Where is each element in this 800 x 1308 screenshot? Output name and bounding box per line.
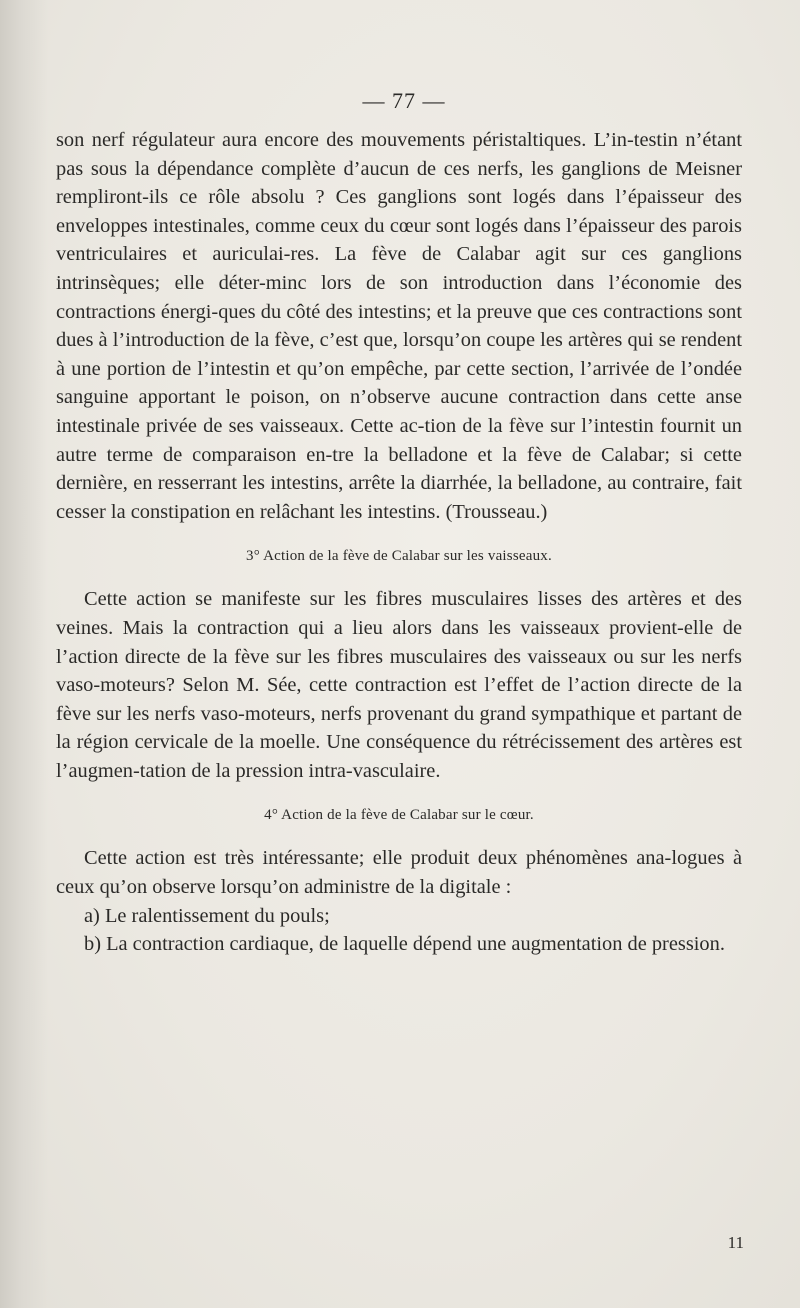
list-item-pulse: a) Le ralentissement du pouls;	[84, 904, 330, 927]
section-heading-vessels: 3° Action de la fève de Calabar sur les vaisseaux.	[246, 548, 552, 565]
binding-shadow	[0, 0, 48, 1308]
paragraph-vessels: Cette action se manifeste sur les fibres musculaires lisses des artères et des veines. Mais la contraction qui a lieu alors dans les vaisseaux provient-elle de l’action directe de la fève sur les fibres musculaires des vaisseaux ou sur les nerfs vaso-moteurs? Selon M. Sée, cette contraction est l’effet de l’action directe de la fève sur les nerfs vaso-moteurs, nerfs provenant du grand sympathique et partant de la région cervicale de la moelle. Une conséquence du rétrécissement des artères est l’augmen-tation de la pression intra-vasculaire.	[56, 588, 742, 782]
signature-mark: 11	[727, 1233, 744, 1252]
document-body	[56, 88, 742, 959]
section-heading-heart: 4° Action de la fève de Calabar sur le cœur.	[264, 807, 534, 824]
paragraph-intestine: son nerf régulateur aura encore des mouvements péristaltiques. L’in-testin n’étant pas sous la dépendance complète d’aucun de ces nerfs, les ganglions de Meisner rempliront-ils ce rôle absolu ? Ces ganglions sont logés dans l’épaisseur des enveloppes intestinales, comme ceux du cœur sont logés dans l’épaisseur des parois ventriculaires et auriculai-res. La fève de Calabar agit sur ces ganglions intrinsèques; elle déter-minc lors de son introduction dans l’économie des contractions énergi-ques du côté des intestins; et la preuve que ces contractions sont dues à l’introduction de la fève, c’est que, lorsqu’on coupe les artères qui se rendent à une portion de l’intestin et qu’on empêche, par cette section, l’arrivée de l’ondée sanguine apportant le poison, on n’observe aucune contraction dans cette anse intestinale privée de ses vaisseaux. Cette ac-tion de la fève sur l’intestin fournit un autre terme de comparaison en-tre la belladone et la fève de Calabar; si cette dernière, en resserrant les intestins, arrête la diarrhée, la belladone, au contraire, fait cesser la constipation en relâchant les intestins. (Trousseau.)	[56, 129, 742, 523]
paragraph-heart: Cette action est très intéressante; elle produit deux phénomènes ana-logues à ceux qu’on observe lorsqu’on administre de la digitale :	[56, 847, 742, 899]
list-item-contraction: b) La contraction cardiaque, de laquelle dépend une augmentation de pression.	[84, 933, 725, 956]
page-number: — 77 —	[362, 88, 446, 113]
